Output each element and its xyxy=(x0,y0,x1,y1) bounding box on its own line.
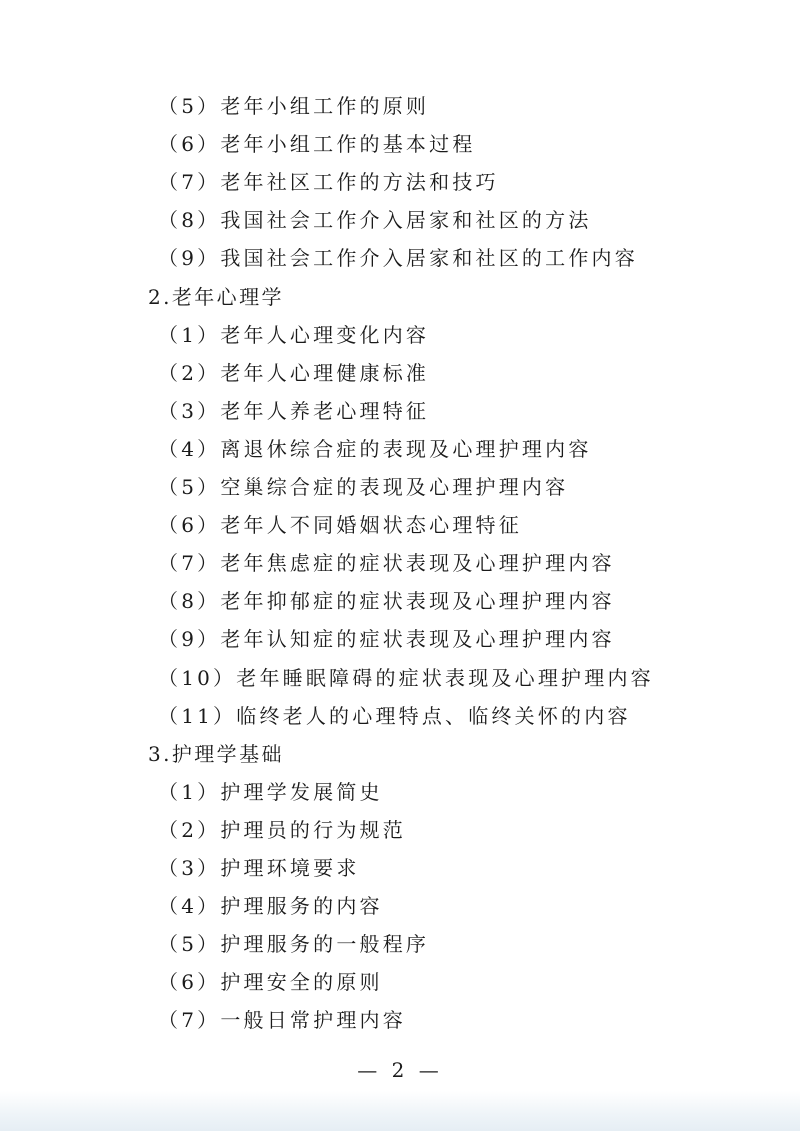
list-item: （6）护理安全的原则 xyxy=(158,970,383,995)
list-item: （4）离退休综合症的表现及心理护理内容 xyxy=(158,436,592,461)
list-item: （2）老年人心理健康标准 xyxy=(158,360,430,385)
list-item: （5）空巢综合症的表现及心理护理内容 xyxy=(158,475,569,499)
page-number: — 2 — xyxy=(357,1058,443,1082)
list-item: （4）护理服务的内容 xyxy=(158,894,383,919)
scan-edge-band xyxy=(0,1091,800,1131)
list-item: （5）护理服务的一般程序 xyxy=(158,932,430,957)
list-item: （3）护理环境要求 xyxy=(158,856,360,880)
section-heading: 2.老年心理学 xyxy=(148,284,284,309)
list-item: （6）老年小组工作的基本过程 xyxy=(158,132,476,157)
list-item: （5）老年小组工作的原则 xyxy=(158,94,430,118)
list-item: （11）临终老人的心理特点、临终关怀的内容 xyxy=(158,703,631,728)
list-item: （2）护理员的行为规范 xyxy=(158,817,406,842)
list-item: （8）老年抑郁症的症状表现及心理护理内容 xyxy=(158,589,615,614)
list-item: （7）一般日常护理内容 xyxy=(158,1008,406,1033)
list-item: （9）老年认知症的症状表现及心理护理内容 xyxy=(158,627,615,652)
list-item: （1）护理学发展简史 xyxy=(158,779,383,804)
list-item: （1）老年人心理变化内容 xyxy=(158,322,430,347)
list-item: （6）老年人不同婚姻状态心理特征 xyxy=(158,513,522,538)
list-item: （7）老年焦虑症的症状表现及心理护理内容 xyxy=(158,551,615,576)
list-item: （7）老年社区工作的方法和技巧 xyxy=(158,170,499,195)
list-item: （3）老年人养老心理特征 xyxy=(158,398,430,423)
list-item: （8）我国社会工作介入居家和社区的方法 xyxy=(158,208,592,233)
section-heading: 3.护理学基础 xyxy=(148,741,284,766)
list-item: （10）老年睡眠障碍的症状表现及心理护理内容 xyxy=(158,665,654,690)
list-item: （9）我国社会工作介入居家和社区的工作内容 xyxy=(158,246,638,271)
